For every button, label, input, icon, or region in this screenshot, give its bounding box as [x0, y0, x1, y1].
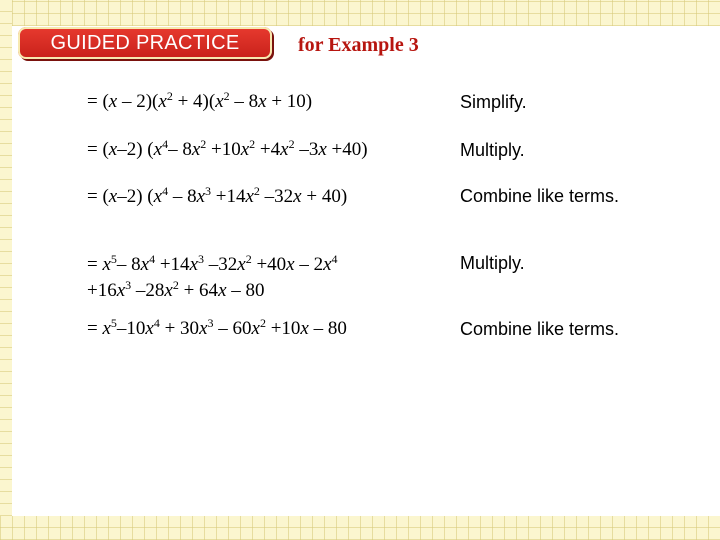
step-4-expression: = $x^5-$ $8x^4 +14x^3$ $-32x^2 +40x - 2x^4$ $+16x^3$ $-28x^2 + 64x - 80$ [87, 252, 338, 301]
step-3-expression: = (x–2) ($x^4 - 8x^3 +14x^2$ –32x + 40) [87, 184, 348, 207]
example-subtitle: for Example 3 [298, 34, 419, 56]
step-4-note: Multiply. [460, 253, 525, 273]
guided-practice-badge [18, 27, 272, 59]
step-3-note: Combine like terms. [460, 186, 620, 206]
paper-frame-left [0, 0, 12, 540]
step-1-note: Simplify. [460, 92, 527, 112]
paper-frame-bottom [0, 516, 720, 540]
step-2-expression: = (x–2) ($x^4-$ $8x^2 +10x^2 +4x^2$ –3x +40) [87, 137, 368, 160]
paper-frame-top [0, 0, 720, 26]
step-1-expression: = $(x - 2)(x^2 + 4)(x^2 - 8x + 10)$ [87, 89, 313, 112]
step-2-note: Multiply. [460, 140, 525, 160]
step-5-expression: = $x^5-10x^4 + 30x^3 - 60x^2 +10x - 80$ [87, 316, 347, 339]
badge-label: GUIDED PRACTICE [50, 31, 240, 54]
step-5-note: Combine like terms. [460, 319, 620, 339]
